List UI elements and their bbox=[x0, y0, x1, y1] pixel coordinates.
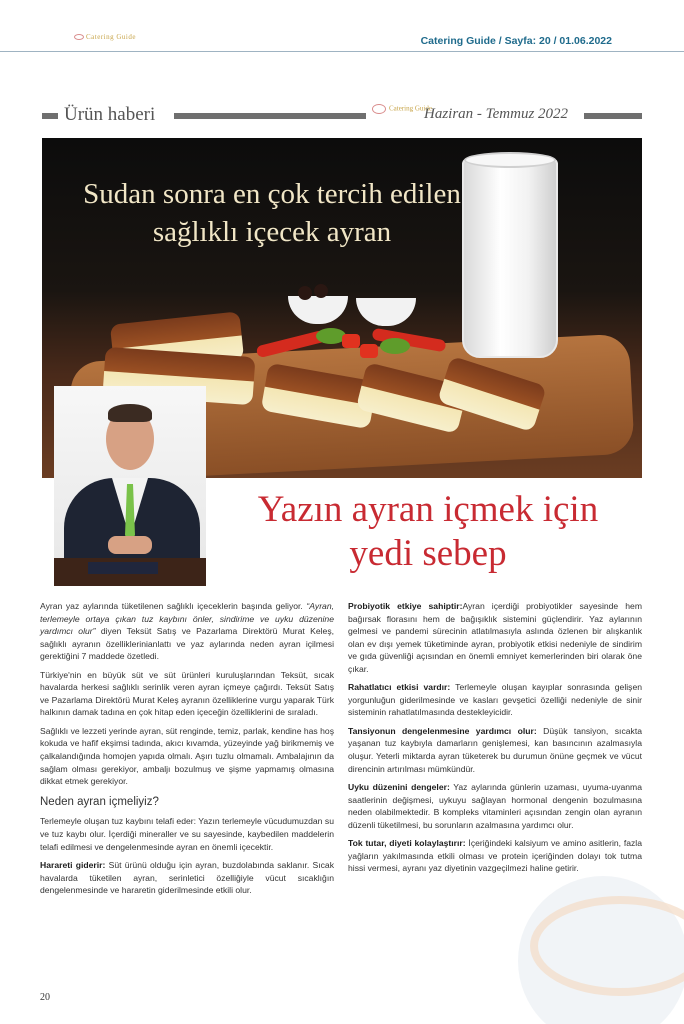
logo-swirl-icon bbox=[74, 34, 84, 40]
tomato-slice bbox=[342, 334, 360, 348]
paragraph: Terlemeyle oluşan tuz kaybını telafi eder: Yazın terlemeyle vücudumuzdan su ve tuz kaybı olur. İçerdiği mineraller ve su sayesinde, kaybedilen maddelerin telafi edilmesi ve dengelenmesinde ayran en önemli içecektir. bbox=[40, 816, 334, 852]
paragraph: Tok tutar, diyeti kolaylaştırır: İçeriğindeki kalsiyum ve amino asitlerin, fazla yağların yakılmasında etkili olması ve protein içeriğinden dolayı tok tutma hissi vermesi, ayranı yaz diyetinin vazgeçilmezi haline getirir. bbox=[348, 838, 642, 874]
portrait-book bbox=[88, 562, 158, 574]
section-bar-segment bbox=[42, 113, 58, 119]
paragraph-title: Harareti giderir: bbox=[40, 860, 106, 871]
article-column-right bbox=[348, 600, 642, 881]
section-bar-segment bbox=[174, 113, 366, 119]
paragraph-title: Uyku düzenini dengeler: bbox=[348, 782, 450, 793]
paragraph: Türkiye'nin en büyük süt ve süt ürünleri kuruluşlarından Teksüt, sıcak havalarda herkesi sağlıklı serinlik veren ayran içmeye çağırdı. Teksüt Satış ve Pazarlama Direktörü Murat Keleş ayranın özelliklerine vurgu yaparak Türk halkının damak tadına en çok hitap eden içeceğin özelliklerini de sıraladı. bbox=[40, 669, 334, 718]
paragraph: Rahatlatıcı etkisi vardır: Terlemeyle oluşan kayıplar sonrasında gelişen yorgunluğun giderilmesinde ve kasları gevşetici özelliği nedeniyle de sinir sisteminin rahatlatılmasında destekleyicidir. bbox=[348, 682, 643, 718]
paragraph: Tansiyonun dengelenmesine yardımcı olur: Düşük tansiyon, sıcakta yaşanan tuz kaybıyla damarların genişlemesi, kan basıncının azalmasıyla oluşur. Yeterli miktarda ayran tüketerek bu durumun önüne geçmek ve vücut direncinin artırılması mümkündür. bbox=[348, 725, 642, 774]
paragraph-title: Tok tutar, diyeti kolaylaştırır: bbox=[348, 838, 466, 849]
paragraph-title: Rahatlatıcı etkisi vardır: bbox=[348, 682, 451, 693]
header-meta: Catering Guide / Sayfa: 20 / 01.06.2022 bbox=[420, 35, 612, 47]
section-bar-segment bbox=[584, 113, 642, 119]
subheading: Neden ayran içmeliyiz? bbox=[40, 795, 159, 808]
olive bbox=[298, 286, 312, 300]
portrait-photo bbox=[54, 386, 206, 586]
article-title: Yazın ayran içmek için yedi sebep bbox=[257, 489, 599, 574]
page-number: 20 bbox=[40, 992, 50, 1003]
logo-swirl-icon bbox=[372, 104, 386, 114]
olive bbox=[314, 284, 328, 298]
portrait-hands bbox=[108, 536, 152, 554]
brand-logo-text: Catering Guide bbox=[86, 33, 136, 41]
paragraph-title: Tansiyonun dengelenmesine yardımcı olur: bbox=[348, 725, 537, 736]
page-header bbox=[0, 0, 684, 52]
tomato-slice bbox=[360, 344, 378, 358]
paragraph-title: Probiyotik etkiye sahiptir: bbox=[348, 601, 463, 611]
section-bar bbox=[42, 104, 642, 126]
issue-date: Haziran - Temmuz 2022 bbox=[424, 106, 569, 122]
brand-logo bbox=[74, 33, 136, 41]
ayran-glass bbox=[462, 158, 558, 358]
ayran-glass-rim bbox=[464, 152, 556, 168]
hero-headline: Sudan sonra en çok tercih edilen sağlıklı içecek ayran bbox=[83, 178, 461, 248]
portrait-hair bbox=[108, 404, 152, 422]
olive-bowl bbox=[288, 296, 348, 324]
quote: “Ayran, terlemeyle ortaya çıkan tuz kaybını önler, sindirime ve uyku düzenine yardımcı olur” bbox=[40, 601, 334, 637]
lettuce-leaf bbox=[380, 338, 410, 354]
paragraph: Ayran yaz aylarında tüketilenen sağlıklı içeceklerin başında geliyor. “Ayran, terlemeyle ortaya çıkan tuz kaybını önler, sindirime ve uyku düzenine yardımcı olur” diyen Teksüt Satış ve Pazarlama Direktörü Murat Keleş, sağlıklı ayranın özelliklerinianlattı ve yaz aylarında neden ayran içilmesi gerektiğini 7 maddede özetledi. bbox=[40, 601, 334, 662]
paragraph: Sağlıklı ve lezzeti yerinde ayran, süt renginde, temiz, parlak, kendine has hoş kokuda ve hafif ekşimsi tadında, akıcı kıvamda, yüzeyinde yağ birikmemiş ve çalkalandığında homojen yapıda olmalı. Aşırı tuzlu olmamalı. Ambalajının da sağlam olması gerekiyor, ambaljı bozulmuş ve şişme yapmamış olmasına dikkat etmek gerekiyor. bbox=[40, 725, 334, 787]
issue-logo-text: Catering Guide bbox=[389, 104, 432, 113]
issue-logo bbox=[372, 104, 432, 114]
article-column-left bbox=[40, 600, 334, 903]
paragraph: Uyku düzenini dengeler: Yaz aylarında günlerin uzaması, uyuma-uyanma saatlerinin değişmesi, uykuyu sağlayan hormonal dengenin bozulmasına neden olabilmektedir. B kompleks vitaminleri açısından zengin olan ayranın düzenli tüketilmesi, bu sorunların azalmasına yardımcı olur. bbox=[348, 782, 642, 830]
section-title: Ürün haberi bbox=[64, 104, 156, 125]
sauce-bowl bbox=[356, 298, 416, 326]
paragraph: Probiyotik etkiye sahiptir:Ayran içerdiği probiyotikler sayesinde hem bağırsak florasını hem de bağışıklık sistemini güçlendirir. Yaz aylarının gelmesi ve pandemi sürecinin atlatılmasıyla aslında özlenen bir alışkanlık olan ev dışı yemek tüketiminde ayran, probiyotik etkisi nedeniyle de sindirim ve gıda güvenliği açısından en önemli emniyet kemerlerinden biri olarak öne çıkar. bbox=[348, 601, 642, 674]
paragraph: Harareti giderir: Süt ürünü olduğu için ayran, buzdolabında saklanır. Sıcak havalarda tüketilen ayran, serinletici özelliğiyle vücut sıcaklığın dengelenmesinde ve hararetin giderilmesinde etkili olur. bbox=[40, 860, 335, 896]
